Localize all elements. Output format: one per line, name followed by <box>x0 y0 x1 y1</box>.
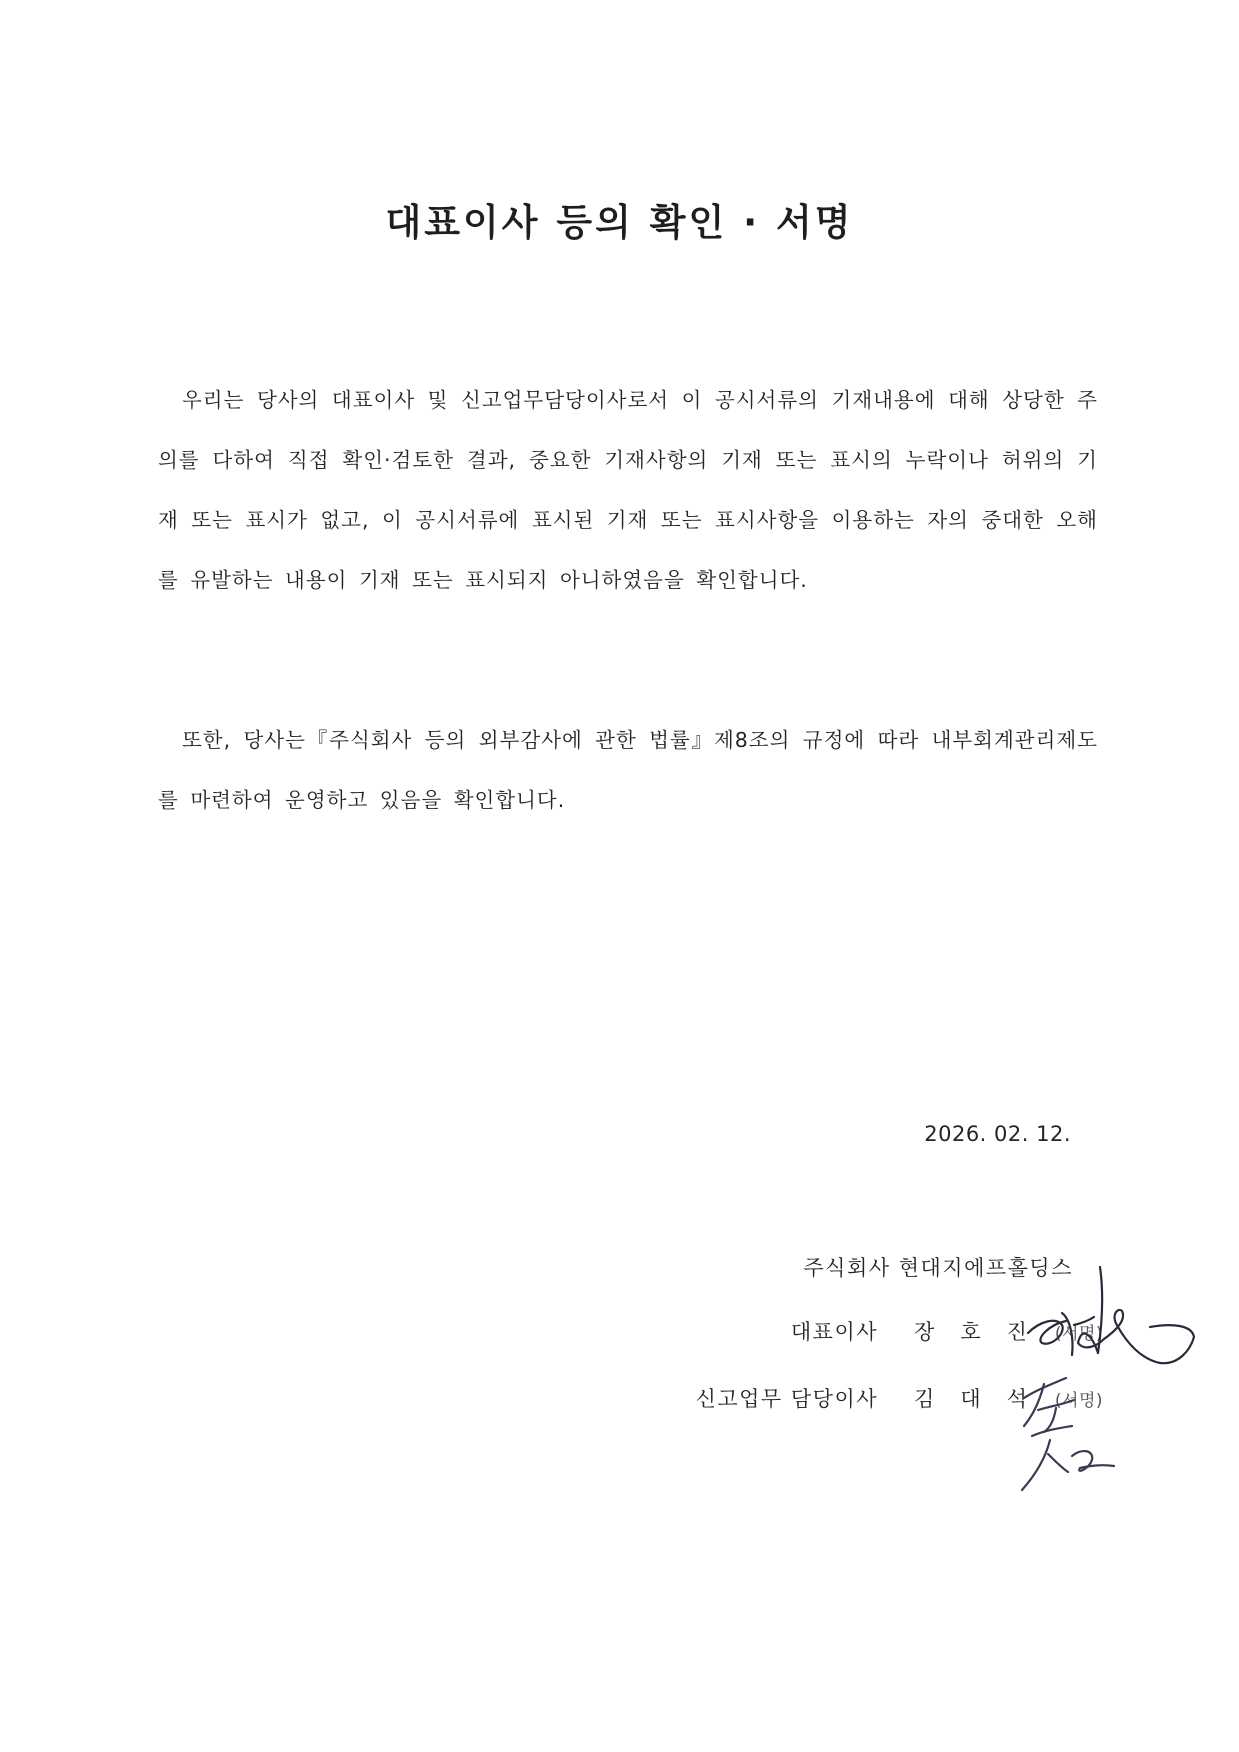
signature-mark: (서명) <box>1054 1323 1103 1344</box>
document-title: 대표이사 등의 확인 · 서명 <box>385 201 854 244</box>
signatory-role: 대표이사 <box>790 1320 879 1344</box>
signature-mark: (서명) <box>1054 1390 1103 1411</box>
confirmation-paragraph <box>158 370 1098 610</box>
confirmation-paragraph-text: 우리는 당사의 대표이사 및 신고업무담당이사로서 이 공시서류의 기재내용에 대해 상당한 주의를 다하여 직접 확인·검토한 결과, 중요한 기재사항의 기재 또는 표시의 누락이나 허위의 기재 또는 표시가 없고, 이 공시서류에 표시된 기재 또는 표시사항을 이용하는 자의 중대한 오해를 유발하는 내용이 기재 또는 표시되지 아니하였음을 확인합니다. <box>158 388 1098 592</box>
signatory-ceo <box>791 1311 1103 1351</box>
signatory-role: 신고업무 담당이사 <box>695 1387 879 1411</box>
internal-control-paragraph <box>158 710 1098 830</box>
company-name: 주식회사 현대지에프홀딩스 <box>803 1256 1073 1280</box>
signatory-name: 김대석 <box>914 1387 1053 1411</box>
document-date: 2026. 02. 12. <box>924 1122 1071 1146</box>
signatory-name: 장호진 <box>914 1320 1053 1344</box>
signatory-disclosure-officer <box>696 1378 1103 1418</box>
internal-control-paragraph-text: 또한, 당사는『주식회사 등의 외부감사에 관한 법률』제8조의 규정에 따라 내부회계관리제도를 마련하여 운영하고 있음을 확인합니다. <box>158 728 1098 812</box>
